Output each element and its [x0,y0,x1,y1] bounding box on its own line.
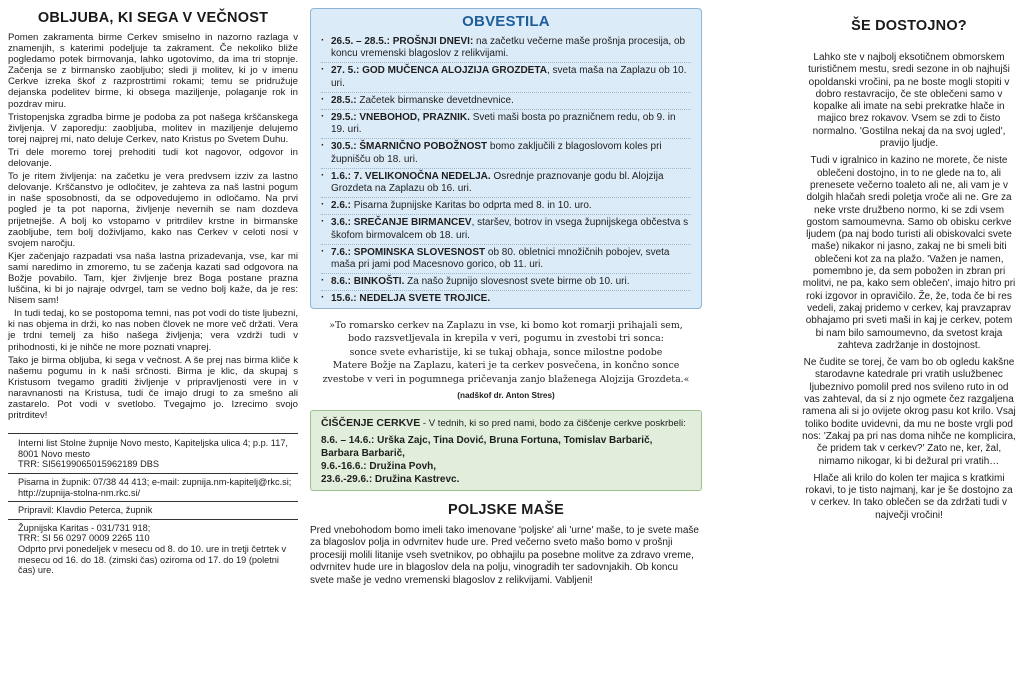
divider [8,519,298,520]
notice-item [321,245,691,274]
contact-line: TRR: SI 56 0297 0009 2265 110 [18,533,150,544]
poljske-title: POLJSKE MAŠE [447,502,564,519]
divider [8,473,298,474]
notice-date: 28.5.: [331,94,357,106]
left-paragraph: In tudi tedaj, ko se postopoma temni, nas pot vodi do tiste ljubezni, ki nas objema in drži, ko nas noben človek ne more več držati. Vera je trdni temelj za hišo našega življenja; vera vzdrži tudi v prihodnosti, ki je nihče ne more poznati vnaprej. [8,308,298,353]
middle-column [310,8,702,587]
notice-text: na začetku večerne maše prošnja procesija, ob koncu vremenski blagoslov z relikvijami. [331,36,686,60]
ciscenje-row: 9.6.-16.6.: Družina Povh, [321,461,437,473]
left-paragraph: Tri dele moremo torej prehoditi tudi kot nagovor, odgovor in delovanje. [8,146,298,170]
contact-line: Pripravil: Klavdio Peterca, župnik [18,505,153,516]
contact-line: TRR: SI56199065015962189 DBS [18,459,159,470]
notice-date: 3.6.: SREČANJE BIRMANCEV [331,217,472,229]
notice-item [321,198,691,215]
notice-list [321,34,691,308]
left-column [8,8,298,576]
notice-text: Osrednje praznovanje godu bl. Alojzija Grozdeta na Zaplazu ob 16. uri. [331,170,664,195]
right-paragraph: Lahko ste v najbolj eksotičnem obmorskem turističnem mestu, sredi sezone in ob najhujši opoldanski vročini, pa ne boste mogli stopiti v dobro restavracijo, če ste oblečeni samo v kopalke ali imate na sebi prekratke hlače in majico brez rokavov. Vsem se zdi to čisto normalno. 'Gostilna nekaj da na svoj ugled', pravijo ljudje. [808,52,1010,150]
notice-text: Sveti maši bosta po prazničnem redu, ob 9. in 19. uri. [331,112,676,136]
contact-info [8,433,298,576]
contact-line: Interni list Stolne župnije Novo mesto, Kapiteljska ulica 4; p.p. 117, 8001 Novo mesto [18,438,288,459]
notice-date: 1.6.: 7. VELIKONOČNA NEDELJA. [331,170,491,182]
left-article-body [8,32,298,421]
ciscenje-header [321,417,691,429]
notice-text: Pisarna župnijske Karitas bo odprta med 8. in 10. uro. [351,200,592,212]
left-paragraph: Kjer začenjajo razpadati vsa naša lastna prizadevanja, vse, kar mi sami naredimo in zmoremo, tu se začenja kazati sad odgovora na Božje povabilo. Tam, kjer življenje brez Boga postane prazna luščina, ki bi jo najraje odvrgel, tam se vedno bolj kaže, da je res: Nisem sam! [8,250,298,307]
right-column [802,8,1016,527]
notice-text: ob 80. obletnici množičnih pobojev, sveta maša pri jami pod Macesnovo gorico, ob 11. uri. [331,246,670,271]
quote-block [310,319,702,400]
notice-date: 8.6.: BINKOŠTI. [331,276,405,288]
notice-item [321,291,691,307]
ciscenje-title: ČIŠČENJE CERKVE [321,417,421,430]
left-paragraph: To je ritem življenja: na začetku je vera predvsem izziv za lastno delovanje. Krščanstvo je odločitev, je zahteva za naš lastni pogum in naše sposobnosti, da se odpovedujemo in odločamo. Na prvi pogled je ta pot naporna, življenje nevernih se nam dozdeva prijetnejše. A bolj ko vstopamo v pritrdilev krstne in birmanske zaobljube, tem bolj doživljamo, kako nas Cerkev v celoti nosi v svojem naročju. [8,171,298,249]
quote-author: (nadškof dr. Anton Stres) [457,391,555,401]
notice-date: 27. 5.: GOD MUČENCA ALOJZIJA GROZDETA [331,65,547,77]
notice-date: 29.5.: VNEBOHOD, PRAZNIK. [331,112,470,124]
ciscenje-box [310,410,702,491]
notice-text: , staršev, botrov in vsega župnijskega občestva s škofom birmovalcem ob 18. uri. [331,217,689,241]
notice-date: 2.6.: [331,200,352,212]
quote-line: bodo razsvetljevala in krepila v veri, pogumu in zvestobi tri sonca: [348,333,664,345]
right-paragraph: Tudi v igralnico in kazino ne morete, če niste oblečeni dostojno, in to ne glede na to, ali prenesete večerno toaleto ali ne, ali vam je v dolgih hlačah sredi poletja vroče ali ne. Gre za neke vrste družbeno normo, ki se zdi vsem gostom samoumevna. Samo ob obisku cerkve ljudem (pa naj bodo turisti ali obiskovalci svete maše) nikakor ni jasno, zakaj ne bi smeli biti oblečeni kot za na plažo. 'Važen je namen, pomembno je, da sem pobožen in zbran pri molitvi, ne pa, kako sem oblečen', imajo hitro pri roki izgovor in opravičilo. Že, že, toda če bi res vedeli, zakaj pridemo v cerkev, kaj pravzaprav obhajamo pri sveti maši in kaj je cerkev, potem bi nam bilo samoumevno, da svetost kraja zahteva zadržanje in dostojnost. [802,155,1016,351]
ciscenje-row: 23.6.-29.6.: Družina Kastrevc. [321,474,460,486]
notice-item [321,34,691,63]
contact-line: Župnijska Karitas - 031/731 918; [18,522,151,533]
ciscenje-subtitle: - V tednih, ki so pred nami, bodo za čiščenje cerkve poskrbeli: [420,418,686,430]
notice-date: 30.5.: ŠMARNIČNO POBOŽNOST [331,141,488,153]
notice-item [321,93,691,110]
right-paragraph: Hlače ali krilo do kolen ter majica s kratkimi rokavi, to je tisto najmanj, kar je še dostojno za v cerkev. In tako oblečen se da zdržati tudi v največji vročini! [805,472,1013,521]
right-paragraph: Ne čudite se torej, če vam bo ob ogledu kakšne starodavne katedrale pri vratih uslužbenec ljubeznivo pomolil pred nos svileno ruto in od vas zahteval, da si z njo ogmete čez razgaljena ramena ali si jo ovijete okrog pasu kot krilo. Vsaj toliko bodite uvidevni, da mu ne boste vrgli pod nos: 'Zakaj pa pri nas doma nihče ne komplicira, če pridem tak v cerkev?' Zato ne, ker, žal, nimamo nikogar, ki bi dežural pri vratih… [802,357,1016,467]
left-paragraph: Tako je birma obljuba, ki sega v večnost. A še prej nas birma kliče k našemu pogumu in k naši srčnosti. Birma je klic, da skupaj s Kristusom tvegamo graditi življenje v pripravljenosti vere in v naravnanosti na Kristusa, tudi če imajo drugi to za smešno ali zastarelo. Pot vodi v svetlobo. Tvegajmo jo. Izrecimo svojo pritrditev! [8,354,298,422]
quote-line: »To romarsko cerkev na Zaplazu in vse, ki bomo kot romarji prihajali sem, [329,320,683,331]
notice-item [321,215,691,244]
contact-line: Odprto prvi ponedeljek v mesecu od 8. do 10. ure in tretji četrtek v mesecu od 16. do 18. (zimski čas) oziroma od 17. do 19 (poletni čas) ure. [18,543,287,576]
notice-date: 26.5. – 28.5.: PROŠNJI DNEVI: [331,36,474,47]
notice-item [321,63,691,92]
right-article-title: ŠE DOSTOJNO? [851,18,967,34]
notice-item [321,169,691,198]
obvestila-box [310,8,702,309]
divider [8,501,298,502]
notice-text: bomo zaključili z blagoslovom koles pri župnišču ob 18. uri. [331,141,662,165]
notice-item [321,274,691,291]
quote-line: Matere Božje na Zaplazu, kateri je ta cerkev posvečena, in končno sonce [332,360,680,372]
left-article-title: OBLJUBA, KI SEGA V VEČNOST [37,10,269,26]
ciscenje-row: 8.6. – 14.6.: Urška Zajc, Tina Dović, Bruna Fortuna, Tomislav Barbarič, Barbara Barbarič, [321,435,653,460]
poljske-section [310,502,702,587]
poljske-text: Pred vnebohodom bomo imeli tako imenovane 'poljske' ali 'urne' maše, to je svete maše za blagoslov polja in odvrnitev hude ure. Pred večerno sveto mašo bomo v prošnji procesiji molili litanije vseh svetnikov, po obhajilu pa posebne molitve za zdravo vreme, odvrnitev hude ure in blagoslov dela na polju, vinogradih ter sadovnjakih. Ob koncu svete maše je vedno vremenski blagoslov z relikvijami. Vabljeni! [310,525,699,586]
quote-line: sonce svete evharistije, ki se tukaj obhaja, sonce milostne podobe [349,346,663,358]
left-paragraph: Pomen zakramenta birme Cerkev smiselno in nazorno razlaga v znamenjih, s katerimi podeljuje ta zakrament. Če nekoliko bliže pogledamo potek birmovanja, lahko ugotovimo, da ima tri stopnje. Začenja se z birmansko zaobljubo; sledi ji molitev, ki jo v imenu Cerkve izreka škof z razprostrtimi rokami; temu se pridružuje dejanska podelitev birme, ki obsega maziljenje, polaganje rok in pozdrav miru. [8,32,298,110]
contact-line: Pisarna in župnik: 07/38 44 413; e-mail: zupnija.nm-kapitelj@rkc.si; http://zupnija-stolna-nm.rkc.si/ [18,476,292,498]
right-article-body [802,52,1016,522]
left-paragraph: Tristopenjska zgradba birme je podoba za pot našega krščanskega življenja. V zaporedju: zaobljuba, molitev in maziljenje delujemo torej najprej mi, nato deluje Cerkev, nato Kristus po Svetem Duhu. [8,111,298,145]
notice-date: 7.6.: SPOMINSKA SLOVESNOST [331,246,486,258]
notice-item [321,139,691,168]
notice-text: Začetek birmanske devetdnevnice. [356,94,514,106]
notice-text: , sveta maša na Zaplazu ob 10. uri. [331,65,687,89]
notice-item [321,110,691,139]
notice-date: 15.6.: NEDELJA SVETE TROJICE. [331,293,491,305]
obvestila-title: OBVESTILA [462,13,550,30]
notice-text: Za našo župnijo slovesnost svete birme ob 10. uri. [404,276,630,288]
quote-line: zvestobe v veri in pogumnega pričevanja zanjo blaženega Alojzija Grozdeta.« [322,373,690,385]
